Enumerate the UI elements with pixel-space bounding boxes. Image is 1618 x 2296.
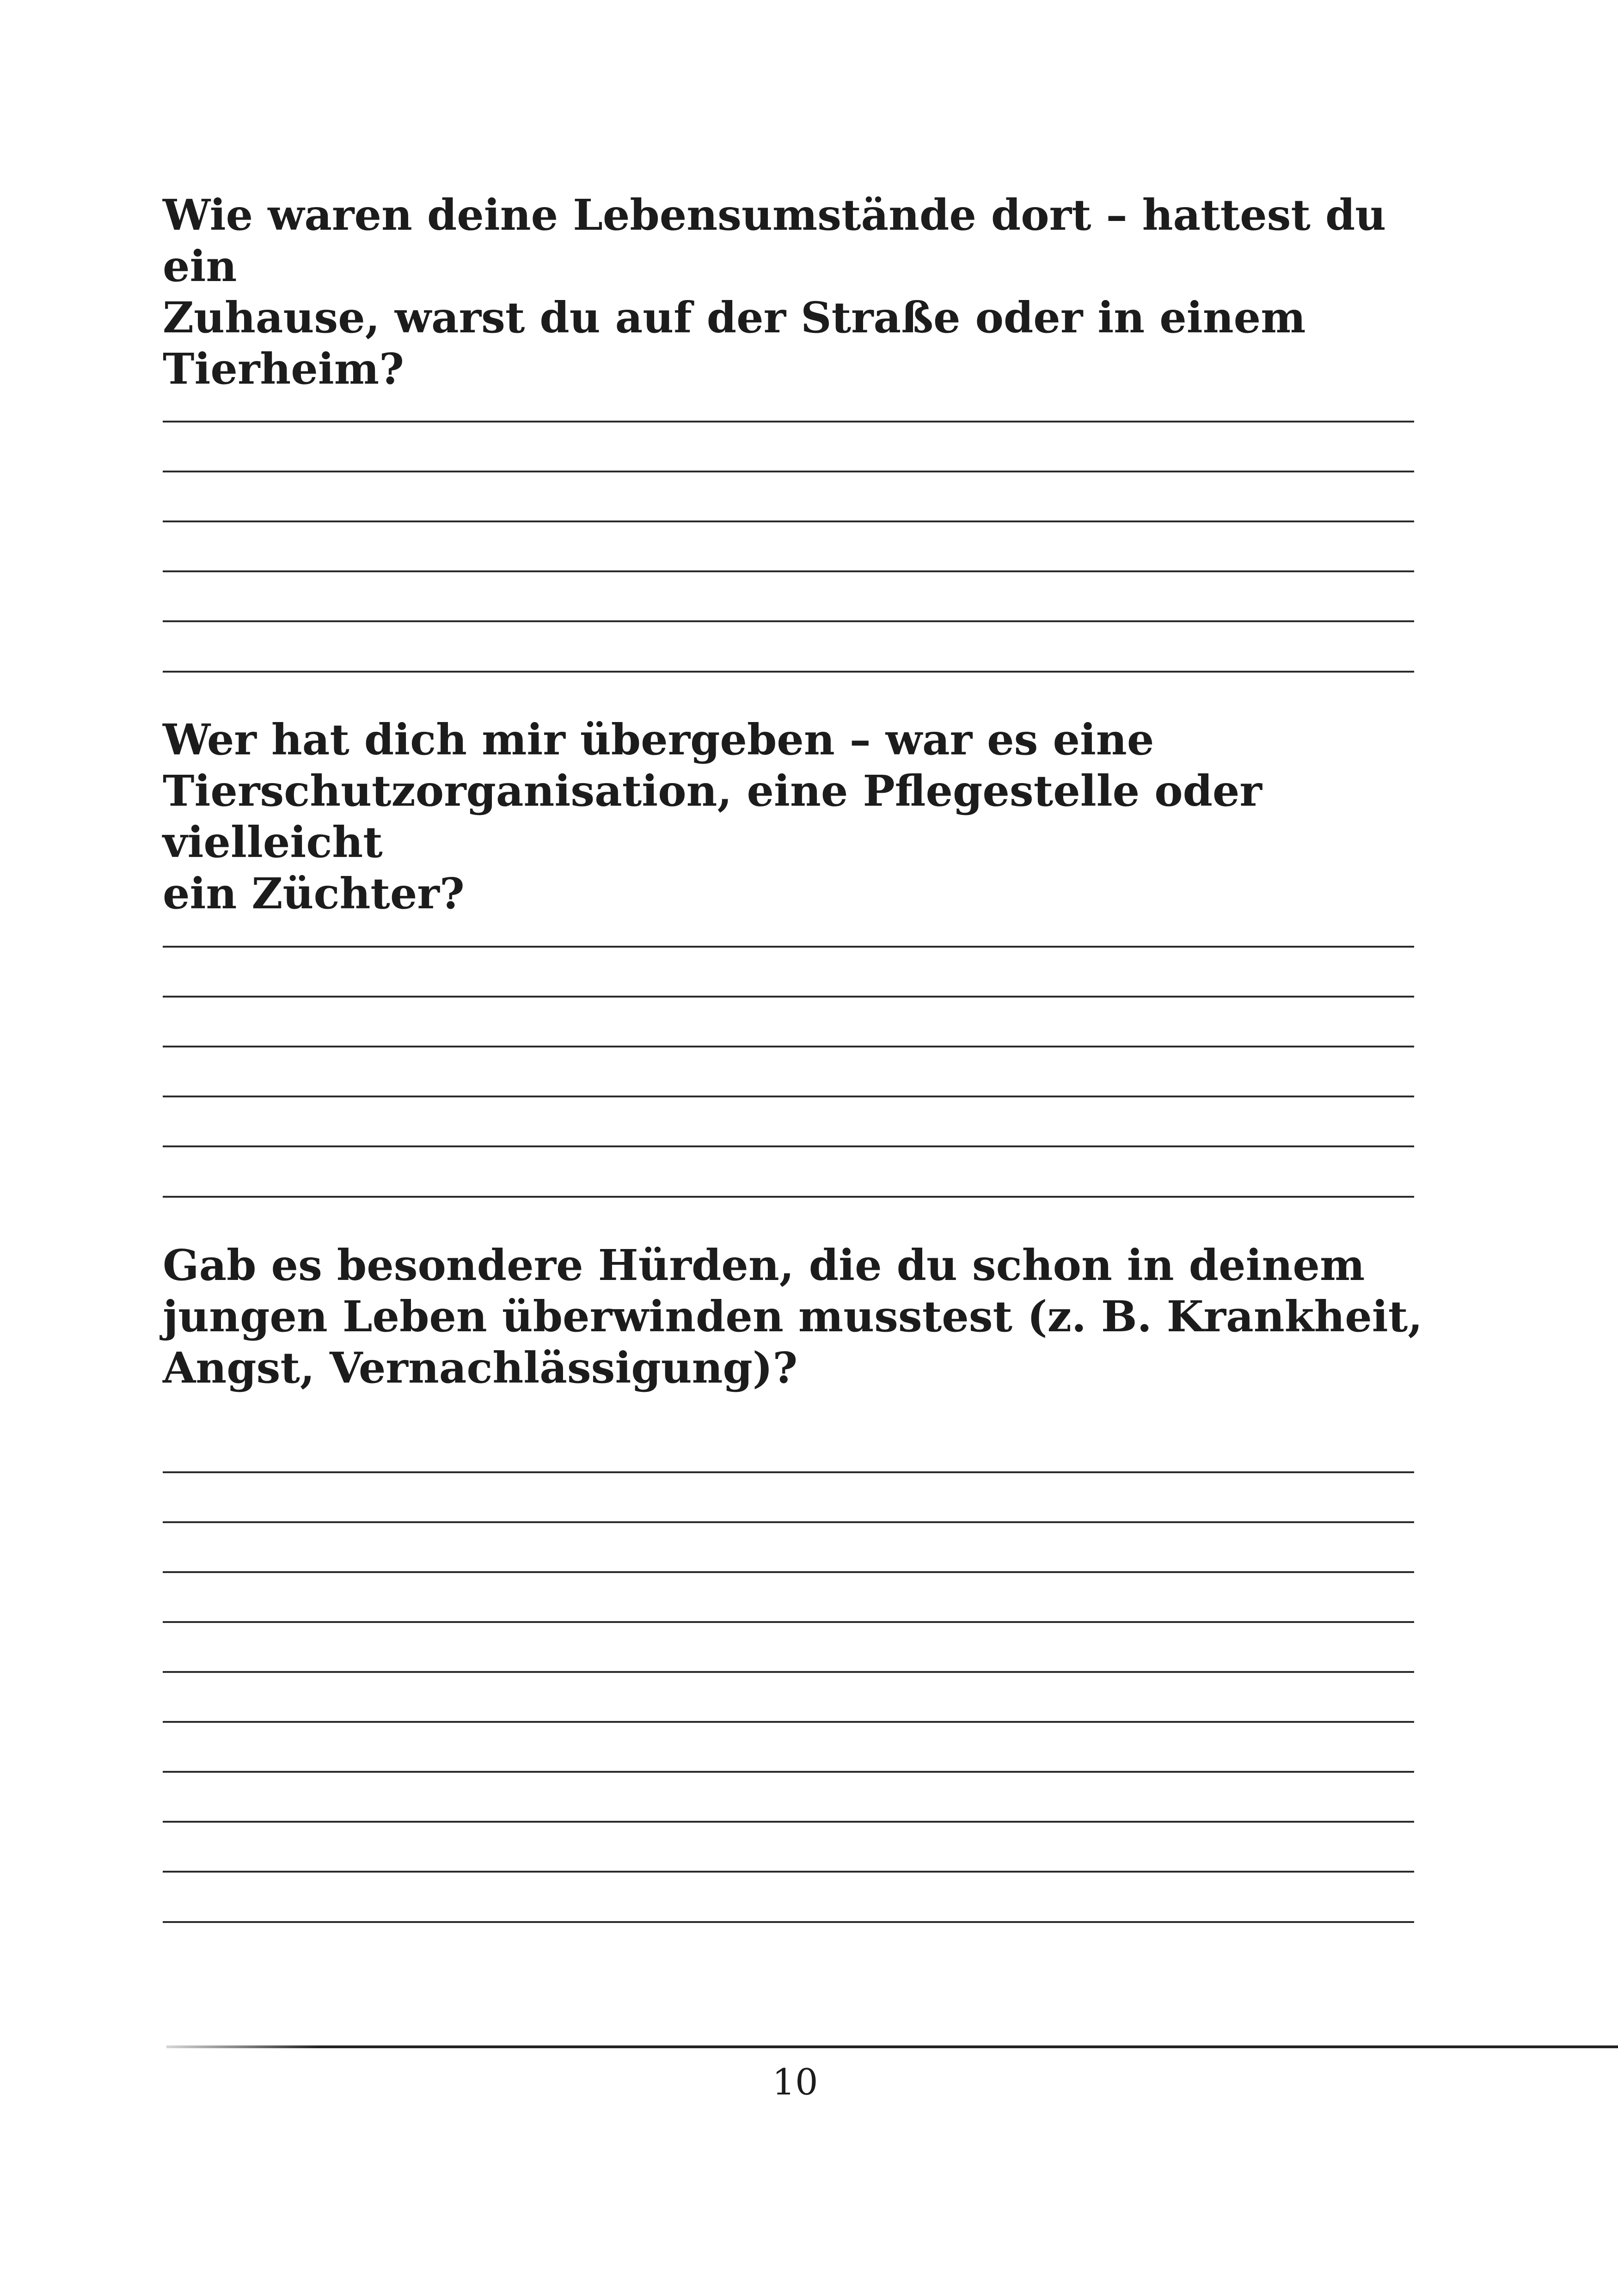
question-2 [163, 714, 1439, 919]
question-3-line-1: Gab es besondere Hürden, die du schon in deinem [163, 1240, 1365, 1290]
answer-line[interactable] [163, 1196, 1414, 1198]
footer-divider [166, 2045, 1618, 2048]
question-2-line-2: Tierschutzorganisation, eine Pflegestelle oder vielleicht [163, 766, 1262, 867]
answer-line[interactable] [163, 1521, 1414, 1523]
question-3-line-3: Angst, Vernachlässigung)? [163, 1343, 798, 1393]
answer-line[interactable] [163, 946, 1414, 948]
question-3-line-2: jungen Leben überwinden musstest (z. B. Krankheit, [163, 1292, 1423, 1341]
answer-line[interactable] [163, 520, 1414, 522]
question-1-line-2: Zuhause, warst du auf der Straße oder in einem [163, 293, 1306, 343]
answer-line[interactable] [163, 996, 1414, 998]
question-1-line-3: Tierheim? [163, 344, 404, 394]
answer-line[interactable] [163, 1821, 1414, 1823]
question-1 [163, 190, 1439, 395]
question-1-line-1: Wie waren deine Lebensumstände dort – hattest du ein [163, 190, 1386, 291]
question-2-line-1: Wer hat dich mir übergeben – war es eine [163, 715, 1154, 765]
answer-line[interactable] [163, 471, 1414, 472]
answer-line[interactable] [163, 1721, 1414, 1723]
answer-line[interactable] [163, 421, 1414, 422]
answer-line[interactable] [163, 620, 1414, 622]
answer-line[interactable] [163, 1771, 1414, 1773]
answer-line[interactable] [163, 1046, 1414, 1047]
question-2-line-3: ein Züchter? [163, 869, 465, 918]
page-number: 10 [772, 2062, 818, 2103]
answer-line[interactable] [163, 1871, 1414, 1873]
question-3 [163, 1240, 1439, 1394]
answer-line[interactable] [163, 1921, 1414, 1923]
answer-line[interactable] [163, 1145, 1414, 1147]
answer-line[interactable] [163, 1096, 1414, 1097]
answer-line[interactable] [163, 1621, 1414, 1623]
answer-line[interactable] [163, 1471, 1414, 1473]
answer-line[interactable] [163, 1671, 1414, 1673]
answer-line[interactable] [163, 1571, 1414, 1573]
answer-line[interactable] [163, 671, 1414, 673]
answer-line[interactable] [163, 570, 1414, 572]
